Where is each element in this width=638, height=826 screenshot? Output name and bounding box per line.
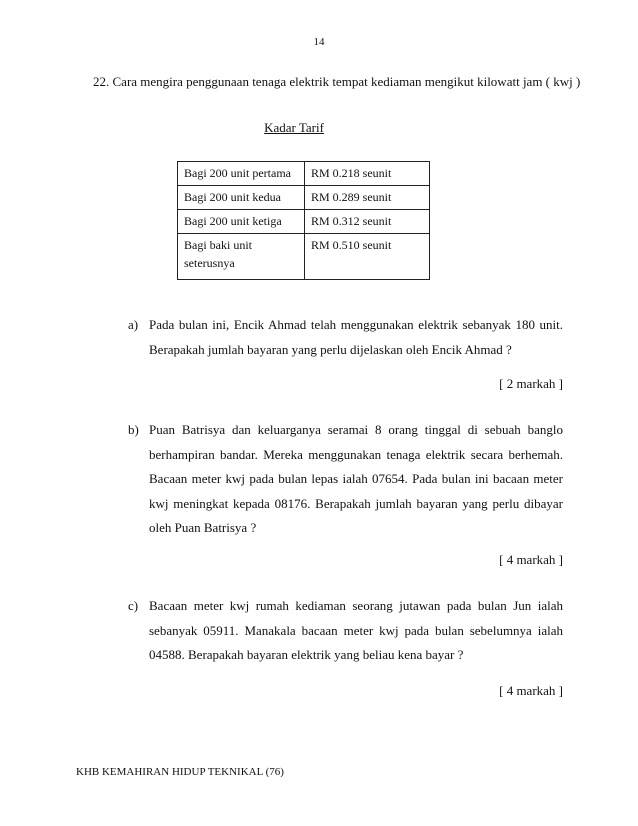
tier-cell: Bagi 200 unit pertama xyxy=(178,162,305,186)
question-text: Cara mengira penggunaan tenaga elektrik tempat kediaman mengikut kilowatt jam ( kwj ) xyxy=(112,74,581,89)
part-text: Puan Batrisya dan keluarganya seramai 8 orang tinggal di sebuah banglo berhampiran bandar. Mereka menggunakan tenaga elektrik secara berhemah. Bacaan meter kwj pada bulan lepas ialah 07654. Pada bulan ini bacaan meter kwj meningkat kepada 08176. Berapakah jumlah bayaran yang perlu dibayar oleh Puan Batrisya ? xyxy=(149,422,563,535)
rate-cell: RM 0.218 seunit xyxy=(305,162,430,186)
table-row xyxy=(178,210,430,234)
marks-label: [ 4 markah ] xyxy=(499,683,563,698)
tier-cell: Bagi 200 unit kedua xyxy=(178,186,305,210)
rate-cell: RM 0.510 seunit xyxy=(305,234,430,280)
table-title xyxy=(0,120,588,136)
part-b xyxy=(128,418,563,541)
page-number: 14 xyxy=(313,36,325,48)
part-text: Pada bulan ini, Encik Ahmad telah menggunakan elektrik sebanyak 180 unit. Berapakah jumlah bayaran yang perlu dijelaskan oleh Encik Ahmad ? xyxy=(149,317,563,357)
tier-cell: Bagi 200 unit ketiga xyxy=(178,210,305,234)
table-row xyxy=(178,234,430,280)
part-label: a) xyxy=(128,317,139,332)
question-heading xyxy=(93,74,581,90)
rate-cell: RM 0.312 seunit xyxy=(305,210,430,234)
part-label: b) xyxy=(128,422,139,437)
question-number: 22. xyxy=(93,74,110,89)
rate-cell: RM 0.289 seunit xyxy=(305,186,430,210)
table-row xyxy=(178,162,430,186)
part-text: Bacaan meter kwj rumah kediaman seorang jutawan pada bulan Jun ialah sebanyak 05911. Manakala bacaan meter kwj pada bulan sebelumnya ialah 04588. Berapakah bayaran elektrik yang beliau kena bayar ? xyxy=(149,598,563,662)
table-title-text: Kadar Tarif xyxy=(264,120,324,135)
footer: KHB KEMAHIRAN HIDUP TEKNIKAL (76) xyxy=(76,766,284,778)
table-row xyxy=(178,186,430,210)
part-a xyxy=(128,313,563,362)
tier-cell: Bagi baki unit seterusnya xyxy=(178,234,305,280)
marks-label: [ 4 markah ] xyxy=(499,552,563,567)
part-c xyxy=(128,594,563,668)
tariff-table xyxy=(177,161,430,280)
part-label: c) xyxy=(128,598,139,613)
marks-label: [ 2 markah ] xyxy=(499,376,563,391)
